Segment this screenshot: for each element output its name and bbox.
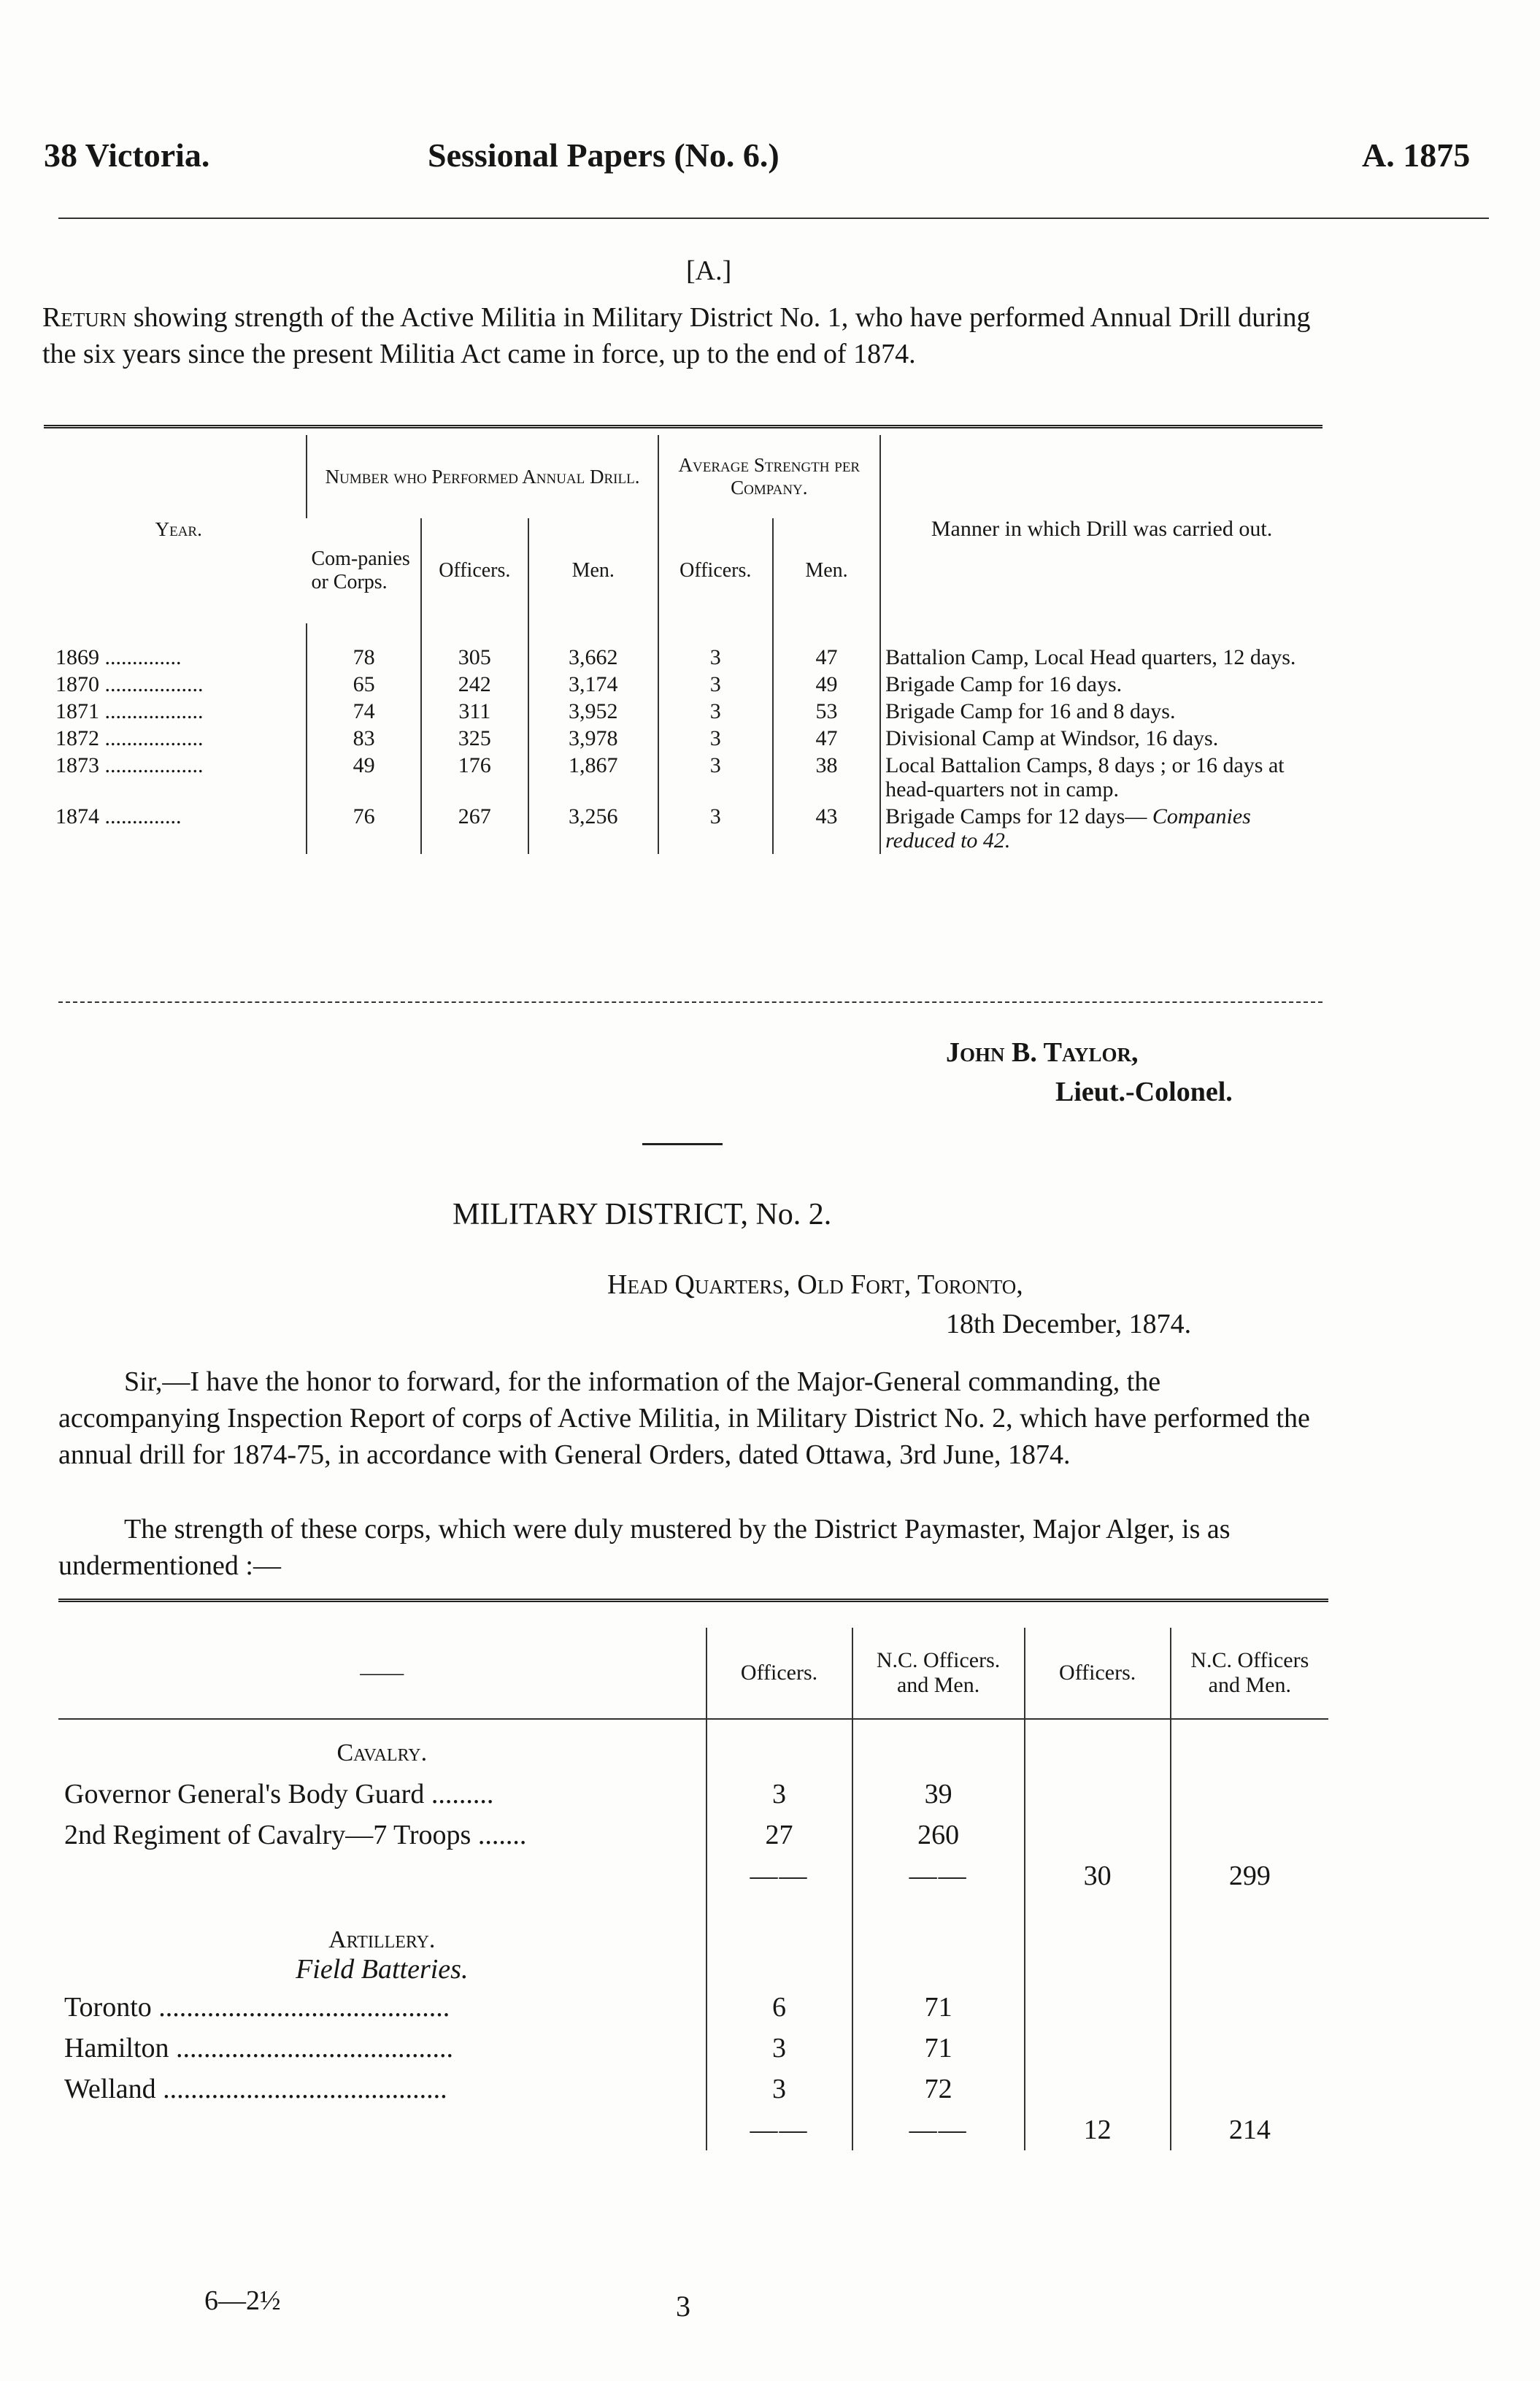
col-nco: N.C. Officers. and Men. <box>852 1628 1025 1719</box>
cell-officers: 3 <box>707 1774 852 1815</box>
letter-paragraph-2: The strength of these corps, which were duly mustered by the District Paymaster, Major Alger, is as undermentioned :— <box>58 1514 1231 1581</box>
cell-avg-men: 49 <box>773 671 880 698</box>
running-head-right: A. 1875 <box>1362 136 1471 174</box>
cavalry-total-officers: 30 <box>1025 1855 1171 1896</box>
cell-year: 1870 .................. <box>55 672 204 696</box>
cell-avg-men: 53 <box>773 698 880 725</box>
return-lead: Return <box>42 302 127 333</box>
district-date: 18th December, 1874. <box>946 1309 1192 1339</box>
section-row <box>58 1719 1328 1774</box>
cell-avg-men: 38 <box>773 752 880 803</box>
subtotal-row <box>58 1855 1328 1896</box>
section-row <box>58 1896 1328 1987</box>
cell-year: 1873 .................. <box>55 753 204 777</box>
subtotal-dash: —— <box>707 1855 852 1896</box>
col-year: Year. <box>155 518 202 540</box>
letter-paragraph-1: Sir,—I have the honor to forward, for the information of the Major-General commanding, the accompanying Inspection Report of corps of Active Militia, in Military District No. 2, which have performed the annual drill for 1874-75, in accordance with General Orders, dated Ottawa, 3rd June, 1874. <box>58 1366 1310 1470</box>
col-total-nco: N.C. Officers and Men. <box>1171 1628 1328 1719</box>
col-corps: —— <box>360 1661 404 1685</box>
table-row <box>58 1774 1328 1815</box>
cell-avg-officers: 3 <box>658 803 773 854</box>
col-group-number: Number who Performed Annual Drill. <box>307 435 658 518</box>
cell-companies: 74 <box>307 698 420 725</box>
cell-avg-officers: 3 <box>658 752 773 803</box>
subtotal-row <box>58 2109 1328 2150</box>
artillery-total-men: 214 <box>1171 2109 1328 2150</box>
signature-name: John B. Taylor, <box>946 1037 1139 1068</box>
cell-men: 1,867 <box>528 752 658 803</box>
header-rule <box>58 218 1489 219</box>
col-officers: Officers. <box>421 518 528 623</box>
table-row <box>58 2069 1328 2109</box>
table1-bottom-rule <box>58 1001 1323 1003</box>
subtotal-dash: —— <box>707 2109 852 2150</box>
running-head-center: Sessional Papers (No. 6.) <box>428 136 779 174</box>
running-head-left: 38 Victoria. <box>44 136 210 174</box>
separator-rule <box>642 1143 723 1145</box>
col-group-average: Average Strength per Company. <box>658 435 880 518</box>
cell-officers: 3 <box>707 2069 852 2109</box>
col-men: Men. <box>528 518 658 623</box>
manner-italic: Companies reduced to 42. <box>885 804 1251 853</box>
table-row <box>58 1815 1328 1855</box>
cell-avg-men: 43 <box>773 803 880 854</box>
table2-top-rule <box>58 1599 1328 1602</box>
cell-companies: 65 <box>307 671 420 698</box>
col-companies: Com-panies or Corps. <box>311 547 410 593</box>
cell-men: 260 <box>852 1815 1025 1855</box>
cell-avg-men: 47 <box>773 725 880 752</box>
cell-men: 72 <box>852 2069 1025 2109</box>
cell-men: 71 <box>852 2028 1025 2069</box>
table-row <box>51 725 1323 752</box>
cell-avg-officers: 3 <box>658 671 773 698</box>
artillery-heading: Artillery. Field Batteries. <box>296 1926 469 1985</box>
table1-top-rule <box>44 425 1323 428</box>
cell-corps: 2nd Regiment of Cavalry—7 Troops ....... <box>64 1820 527 1850</box>
cell-men: 3,256 <box>528 803 658 854</box>
cell-manner: Divisional Camp at Windsor, 16 days. <box>880 725 1323 752</box>
cell-year: 1874 .............. <box>55 804 182 828</box>
cavalry-heading: Cavalry. <box>336 1739 428 1766</box>
cavalry-total-men: 299 <box>1171 1855 1328 1896</box>
district-hq: Head Quarters, Old Fort, Toronto, <box>607 1269 1023 1300</box>
cell-companies: 78 <box>307 623 420 671</box>
field-batteries-heading: Field Batteries. <box>296 1954 469 1985</box>
cell-officers: 267 <box>421 803 528 854</box>
cell-avg-men: 47 <box>773 623 880 671</box>
col-manner: Manner in which Drill was carried out. <box>880 435 1323 623</box>
col-total-officers: Officers. <box>1025 1628 1171 1719</box>
cell-corps: Hamilton ........................................ <box>64 2033 454 2063</box>
cell-officers: 305 <box>421 623 528 671</box>
cell-manner: Brigade Camp for 16 days. <box>880 671 1323 698</box>
cell-avg-officers: 3 <box>658 725 773 752</box>
cell-officers: 325 <box>421 725 528 752</box>
cell-men: 71 <box>852 1987 1025 2028</box>
cell-avg-officers: 3 <box>658 698 773 725</box>
cell-companies: 49 <box>307 752 420 803</box>
table-row <box>58 2028 1328 2069</box>
col-avg-men: Men. <box>773 518 880 623</box>
district-title: MILITARY DISTRICT, No. 2. <box>453 1198 832 1231</box>
manner-text: Brigade Camps for 12 days— <box>885 804 1147 828</box>
cell-avg-officers: 3 <box>658 623 773 671</box>
cell-officers: 27 <box>707 1815 852 1855</box>
cell-year: 1871 .................. <box>55 699 204 723</box>
cell-men: 3,952 <box>528 698 658 725</box>
cell-officers: 176 <box>421 752 528 803</box>
drill-strength-table <box>51 435 1323 854</box>
cell-companies: 76 <box>307 803 420 854</box>
subtotal-dash: —— <box>852 1855 1025 1896</box>
table-row <box>51 623 1323 671</box>
artillery-total-officers: 12 <box>1025 2109 1171 2150</box>
table-row <box>51 803 1323 854</box>
cell-men: 3,174 <box>528 671 658 698</box>
signature-rank: Lieut.-Colonel. <box>1055 1077 1233 1107</box>
cell-year: 1869 .............. <box>55 645 182 669</box>
return-text: showing strength of the Active Militia in Military District No. 1, who have performed Annual Drill during the six years since the present Militia Act came in force, up to the end of 1874. <box>42 302 1311 369</box>
cell-men: 3,978 <box>528 725 658 752</box>
cell-year: 1872 .................. <box>55 726 204 750</box>
table-row <box>58 1987 1328 2028</box>
cell-manner: Battalion Camp, Local Head quarters, 12 days. <box>880 623 1323 671</box>
cell-corps: Welland ......................................... <box>64 2074 447 2104</box>
subtotal-dash: —— <box>852 2109 1025 2150</box>
section-label: [A.] <box>686 255 732 286</box>
table-row <box>51 752 1323 803</box>
cell-manner: Local Battalion Camps, 8 days ; or 16 days at head-quarters not in camp. <box>880 752 1323 803</box>
cell-officers: 311 <box>421 698 528 725</box>
cell-companies: 83 <box>307 725 420 752</box>
table-row <box>51 671 1323 698</box>
cell-men: 39 <box>852 1774 1025 1815</box>
footer-signature: 6—2½ <box>204 2285 281 2316</box>
col-avg-officers: Officers. <box>658 518 773 623</box>
cell-officers: 242 <box>421 671 528 698</box>
col-officers: Officers. <box>707 1628 852 1719</box>
cell-corps: Toronto .......................................... <box>64 1992 450 2023</box>
table-row <box>51 698 1323 725</box>
cell-officers: 6 <box>707 1987 852 2028</box>
cell-men: 3,662 <box>528 623 658 671</box>
return-title <box>42 299 1327 372</box>
district2-strength-table <box>58 1628 1328 2150</box>
cell-officers: 3 <box>707 2028 852 2069</box>
cell-corps: Governor General's Body Guard ......... <box>64 1779 494 1809</box>
page-number: 3 <box>676 2290 690 2323</box>
cell-manner: Brigade Camp for 16 and 8 days. <box>880 698 1323 725</box>
cell-manner <box>880 803 1323 854</box>
